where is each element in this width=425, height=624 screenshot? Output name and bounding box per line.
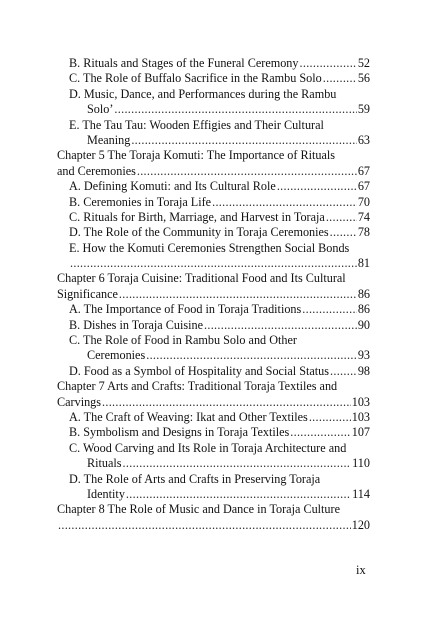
toc-entry-page: 70	[357, 194, 370, 209]
chapter-entry	[57, 395, 370, 410]
toc-entry	[57, 256, 370, 271]
toc-entry-label: Solo’	[87, 102, 114, 117]
leader-dots	[309, 410, 351, 425]
toc-entry-label: B. Rituals and Stages of the Funeral Ceremony	[69, 56, 299, 70]
toc-entry-label: C. Rituals for Birth, Marriage, and Harvest in Toraja	[69, 209, 325, 224]
toc-entry-page: 63	[357, 132, 370, 147]
chapter-entry	[57, 287, 370, 302]
toc-entry	[57, 364, 370, 379]
table-of-contents	[57, 56, 370, 533]
toc-entry-label-line: E. How the Komuti Ceremonies Strengthen Social Bonds	[69, 240, 350, 255]
chapter-entry	[57, 164, 370, 179]
leader-dots	[204, 318, 357, 333]
toc-entry-label: B. Dishes in Toraja Cuisine	[69, 317, 203, 332]
toc-entry	[57, 210, 370, 225]
toc-entry-label-line: C. Wood Carving and Its Role in Toraja Architecture and	[69, 440, 347, 455]
toc-entry	[57, 102, 370, 117]
toc-entry	[57, 133, 370, 148]
toc-entry	[57, 425, 370, 440]
toc-entry-page: 74	[357, 209, 370, 224]
leader-dots	[119, 287, 357, 302]
toc-entry	[57, 487, 370, 502]
leader-dots	[123, 456, 352, 471]
toc-entry-page: 67	[357, 179, 370, 194]
toc-entry	[57, 71, 370, 86]
toc-entry-page: 103	[351, 394, 370, 409]
leader-dots	[114, 102, 356, 117]
leader-dots	[330, 225, 357, 240]
toc-entry-page: 103	[351, 409, 370, 424]
chapter-label: and Ceremonies	[57, 163, 136, 178]
toc-entry-page: 114	[352, 486, 370, 501]
leader-dots	[277, 179, 357, 194]
leader-dots	[290, 425, 350, 440]
leader-dots	[58, 518, 351, 533]
toc-entry	[57, 56, 370, 71]
leader-dots	[137, 164, 357, 179]
chapter-heading-line: Chapter 7 Arts and Crafts: Traditional Toraja Textiles and	[57, 379, 338, 394]
toc-entry	[57, 225, 370, 240]
leader-dots	[302, 302, 357, 317]
leader-dots	[102, 395, 351, 410]
toc-entry-label: D. Food as a Symbol of Hospitality and Social Status	[69, 363, 329, 378]
toc-entry-page: 78	[357, 225, 370, 240]
leader-dots	[70, 256, 357, 271]
toc-entry-label: C. The Role of Buffalo Sacrifice in the Rambu Solo	[69, 71, 322, 86]
toc-entry-page: 52	[357, 56, 370, 70]
chapter-label: Carvings	[57, 394, 102, 409]
toc-entry-label: Rituals	[87, 456, 122, 471]
leader-dots	[323, 71, 357, 86]
toc-entry-label: Identity	[87, 486, 125, 501]
chapter-label: Significance	[57, 286, 118, 301]
leader-dots	[146, 348, 357, 363]
toc-entry-label-line: E. The Tau Tau: Wooden Effigies and Their Cultural	[69, 117, 324, 132]
chapter-heading-line: Chapter 8 The Role of Music and Dance in Toraja Culture	[57, 502, 340, 517]
leader-dots	[300, 56, 357, 71]
toc-entry	[57, 348, 370, 363]
toc-entry-label: Ceremonies	[87, 348, 146, 363]
toc-entry-label: A. The Importance of Food in Toraja Traditions	[69, 302, 302, 317]
toc-entry-label: D. The Role of the Community in Toraja Ceremonies	[69, 225, 329, 240]
toc-entry-label: A. The Craft of Weaving: Ikat and Other Textiles	[69, 409, 308, 424]
toc-entry-page: 93	[357, 348, 370, 363]
toc-entry-label-line: D. Music, Dance, and Performances during the Rambu	[69, 86, 337, 101]
toc-entry-page: 59	[357, 102, 370, 117]
toc-entry-page: 98	[357, 363, 370, 378]
toc-entry-page: 120	[351, 517, 370, 532]
toc-entry-page: 90	[357, 317, 370, 332]
toc-entry-label-line: D. The Role of Arts and Crafts in Preserving Toraja	[69, 471, 321, 486]
leader-dots	[126, 487, 351, 502]
toc-entry-page: 67	[357, 163, 370, 178]
toc-entry	[57, 179, 370, 194]
toc-entry-label: Meaning	[87, 132, 131, 147]
toc-entry	[57, 302, 370, 317]
toc-entry-label: A. Defining Komuti: and Its Cultural Role	[69, 179, 276, 194]
chapter-heading-line: Chapter 5 The Toraja Komuti: The Importance of Rituals	[57, 148, 336, 163]
toc-entry	[57, 195, 370, 210]
toc-entry-page: 86	[357, 302, 370, 317]
chapter-heading-line: Chapter 6 Toraja Cuisine: Traditional Food and Its Cultural	[57, 271, 346, 286]
toc-entry-page: 81	[357, 256, 370, 271]
toc-entry-page: 110	[352, 456, 370, 471]
leader-dots	[330, 364, 357, 379]
leader-dots	[131, 133, 356, 148]
toc-entry	[57, 318, 370, 333]
toc-entry-page: 86	[357, 286, 370, 301]
toc-entry-page: 107	[351, 425, 370, 440]
leader-dots	[326, 210, 357, 225]
toc-entry-label-line: C. The Role of Food in Rambu Solo and Other	[69, 333, 297, 348]
page-number: ix	[356, 563, 366, 577]
toc-entry	[57, 410, 370, 425]
chapter-entry	[57, 518, 370, 533]
toc-entry-label: B. Ceremonies in Toraja Life	[69, 194, 212, 209]
leader-dots	[212, 195, 357, 210]
toc-entry-page: 56	[357, 71, 370, 86]
toc-entry	[57, 456, 370, 471]
toc-entry-label: B. Symbolism and Designs in Toraja Textiles	[69, 425, 290, 440]
